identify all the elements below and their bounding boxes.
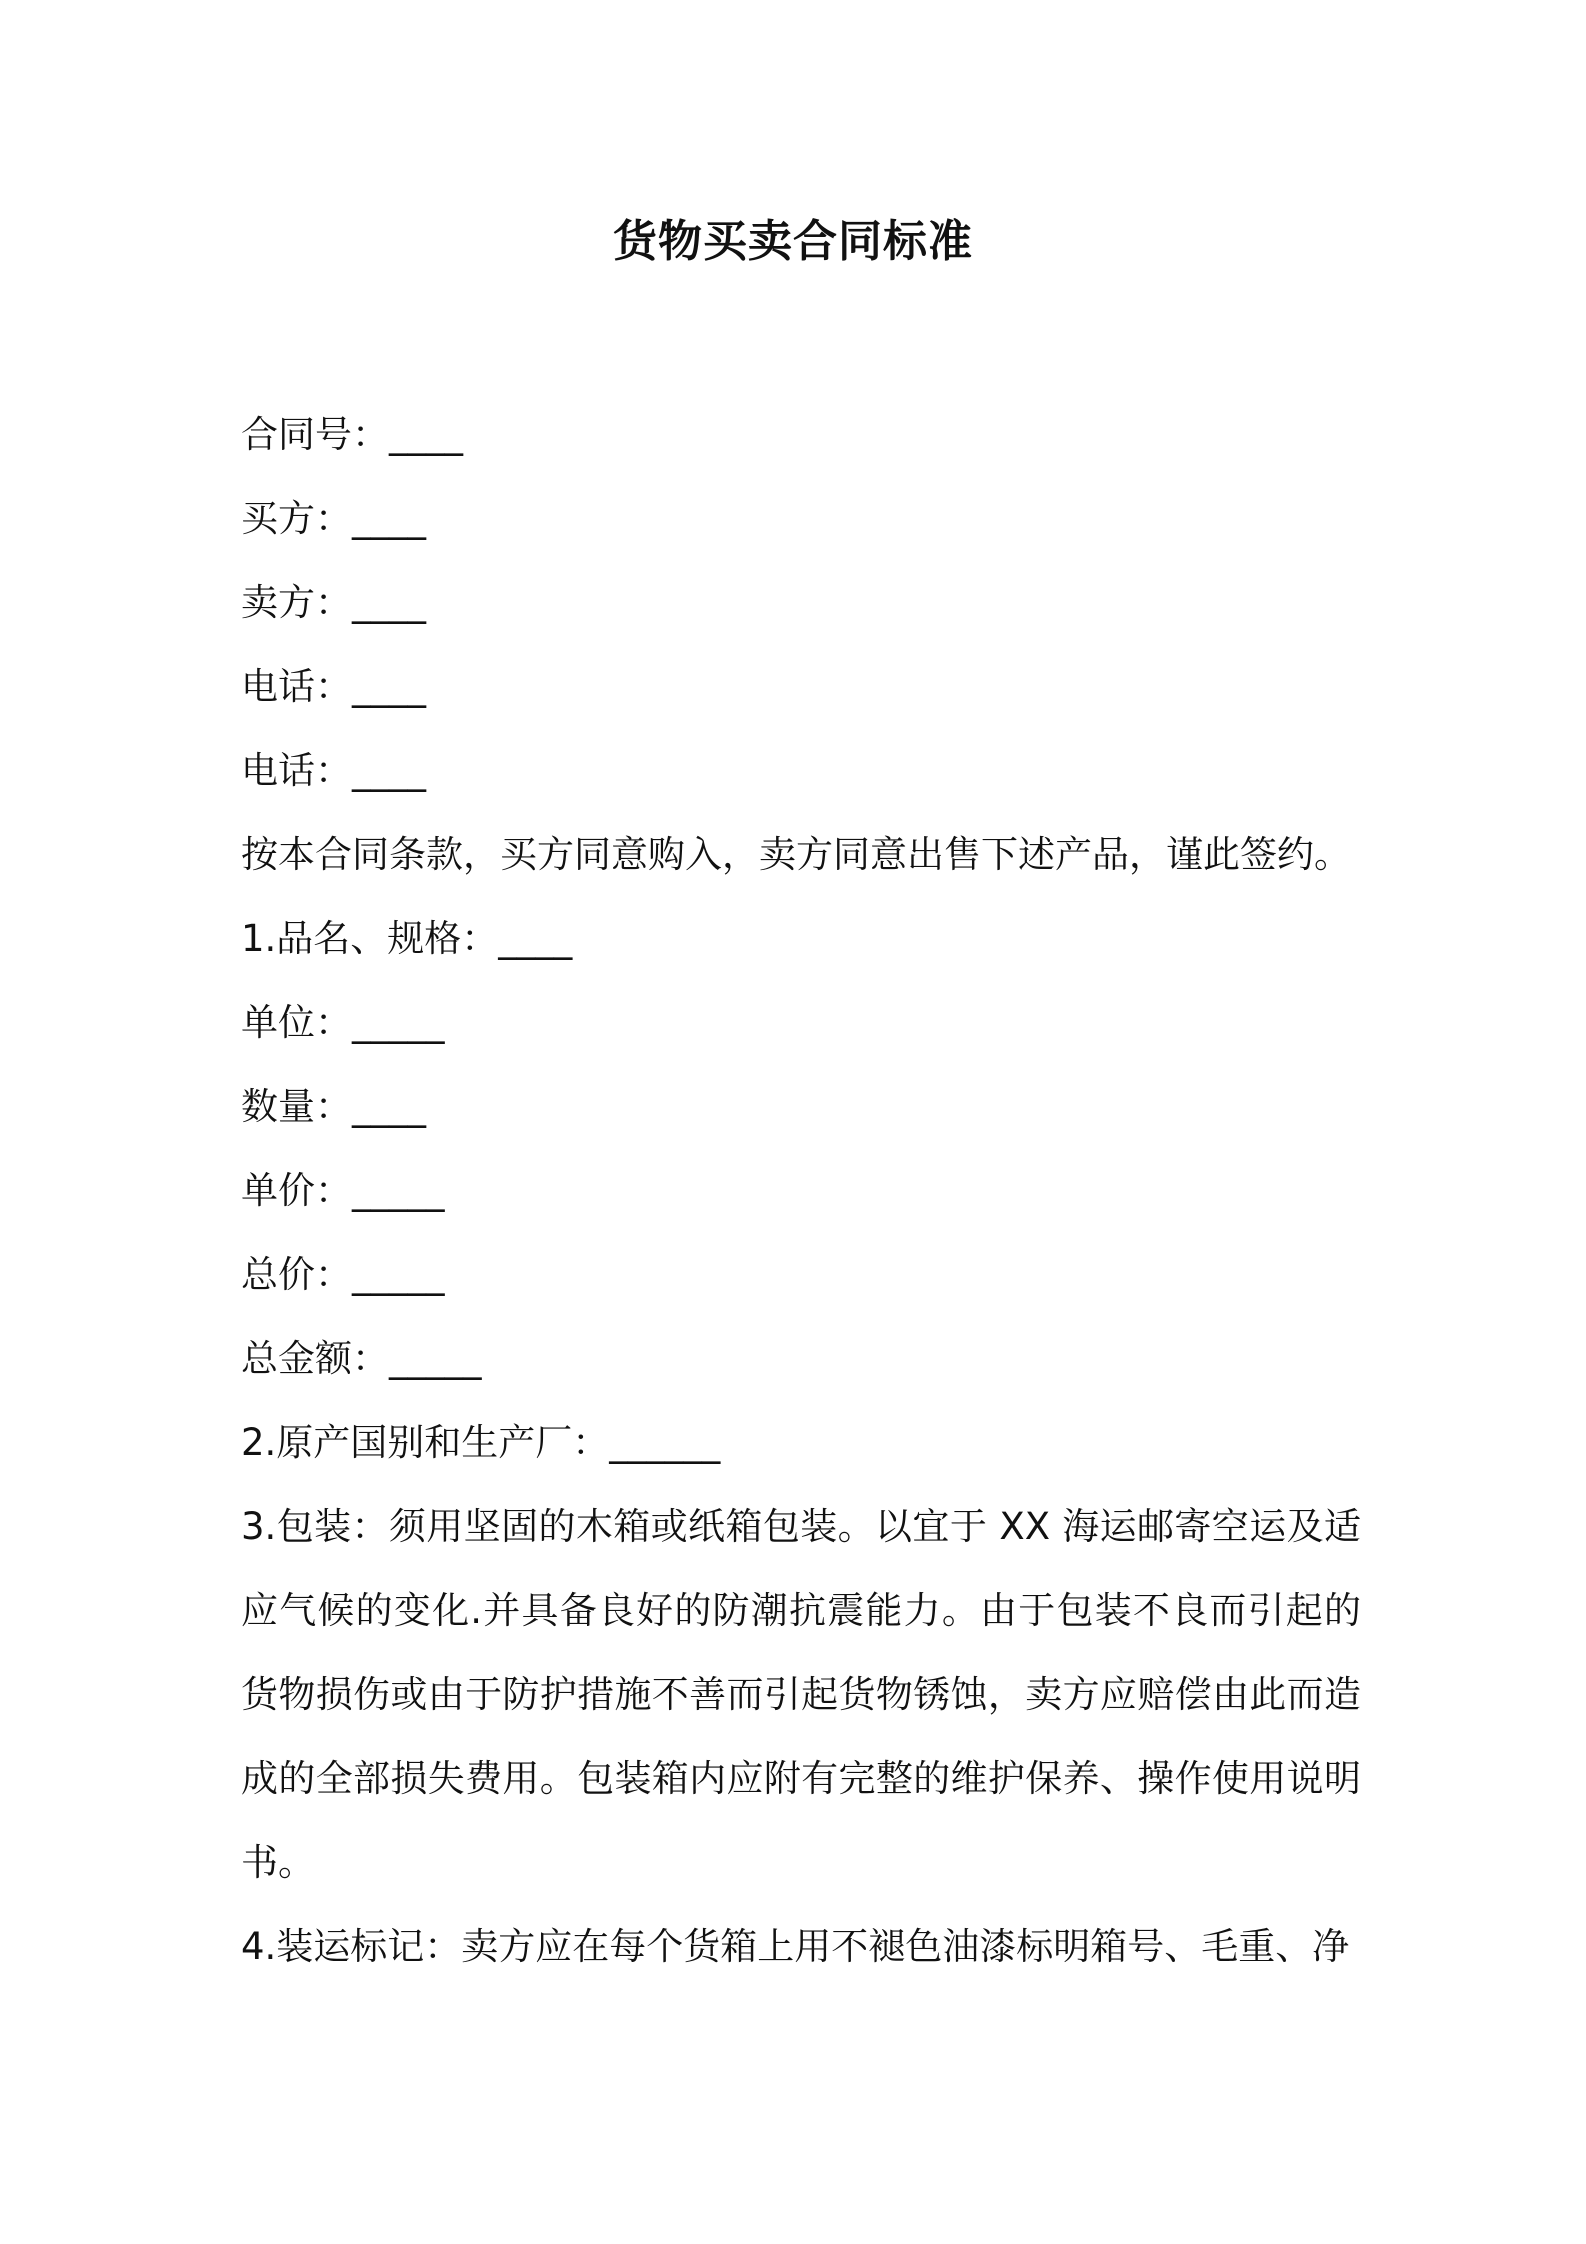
quantity-field: 数量：____ (241, 1085, 426, 1128)
contract-number-field: 合同号：____ (241, 413, 463, 456)
seller-field: 卖方：____ (241, 581, 426, 624)
unit-price-field: 单价：_____ (241, 1169, 445, 1212)
clause-1-product-spec: 1.品名、规格：____ (241, 917, 573, 960)
phone-field: 电话：____ (241, 749, 426, 792)
unit-field: 单位：_____ (241, 1001, 445, 1044)
buyer-field: 买方：____ (241, 497, 426, 540)
total-amount-field: 总金额：_____ (241, 1337, 482, 1380)
total-price-field: 总价：_____ (241, 1253, 445, 1296)
clause-2-origin: 2.原产国别和生产厂：______ (241, 1421, 721, 1464)
intro-paragraph: 按本合同条款，买方同意购入，卖方同意出售下述产品，谨此签约。 (241, 833, 1351, 876)
clause-3-packaging: 3.包装：须用坚固的木箱或纸箱包装。以宜于 XX 海运邮寄空运及适应气候的变化.并具备良好的防潮抗震能力。由于包装不良而引起的货物损伤或由于防护措施不善而引起货物锈蚀，卖方应赔偿由此而造成的全部损失费用。包装箱内应附有完整的维护保养、操作使用说明书。 (241, 1505, 1361, 1884)
document-title: 货物买卖合同标准 (613, 216, 973, 267)
phone-field: 电话：____ (241, 665, 426, 708)
clause-4-shipping-marks: 4.装运标记：卖方应在每个货箱上用不褪色油漆标明箱号、毛重、净 (241, 1925, 1350, 1968)
